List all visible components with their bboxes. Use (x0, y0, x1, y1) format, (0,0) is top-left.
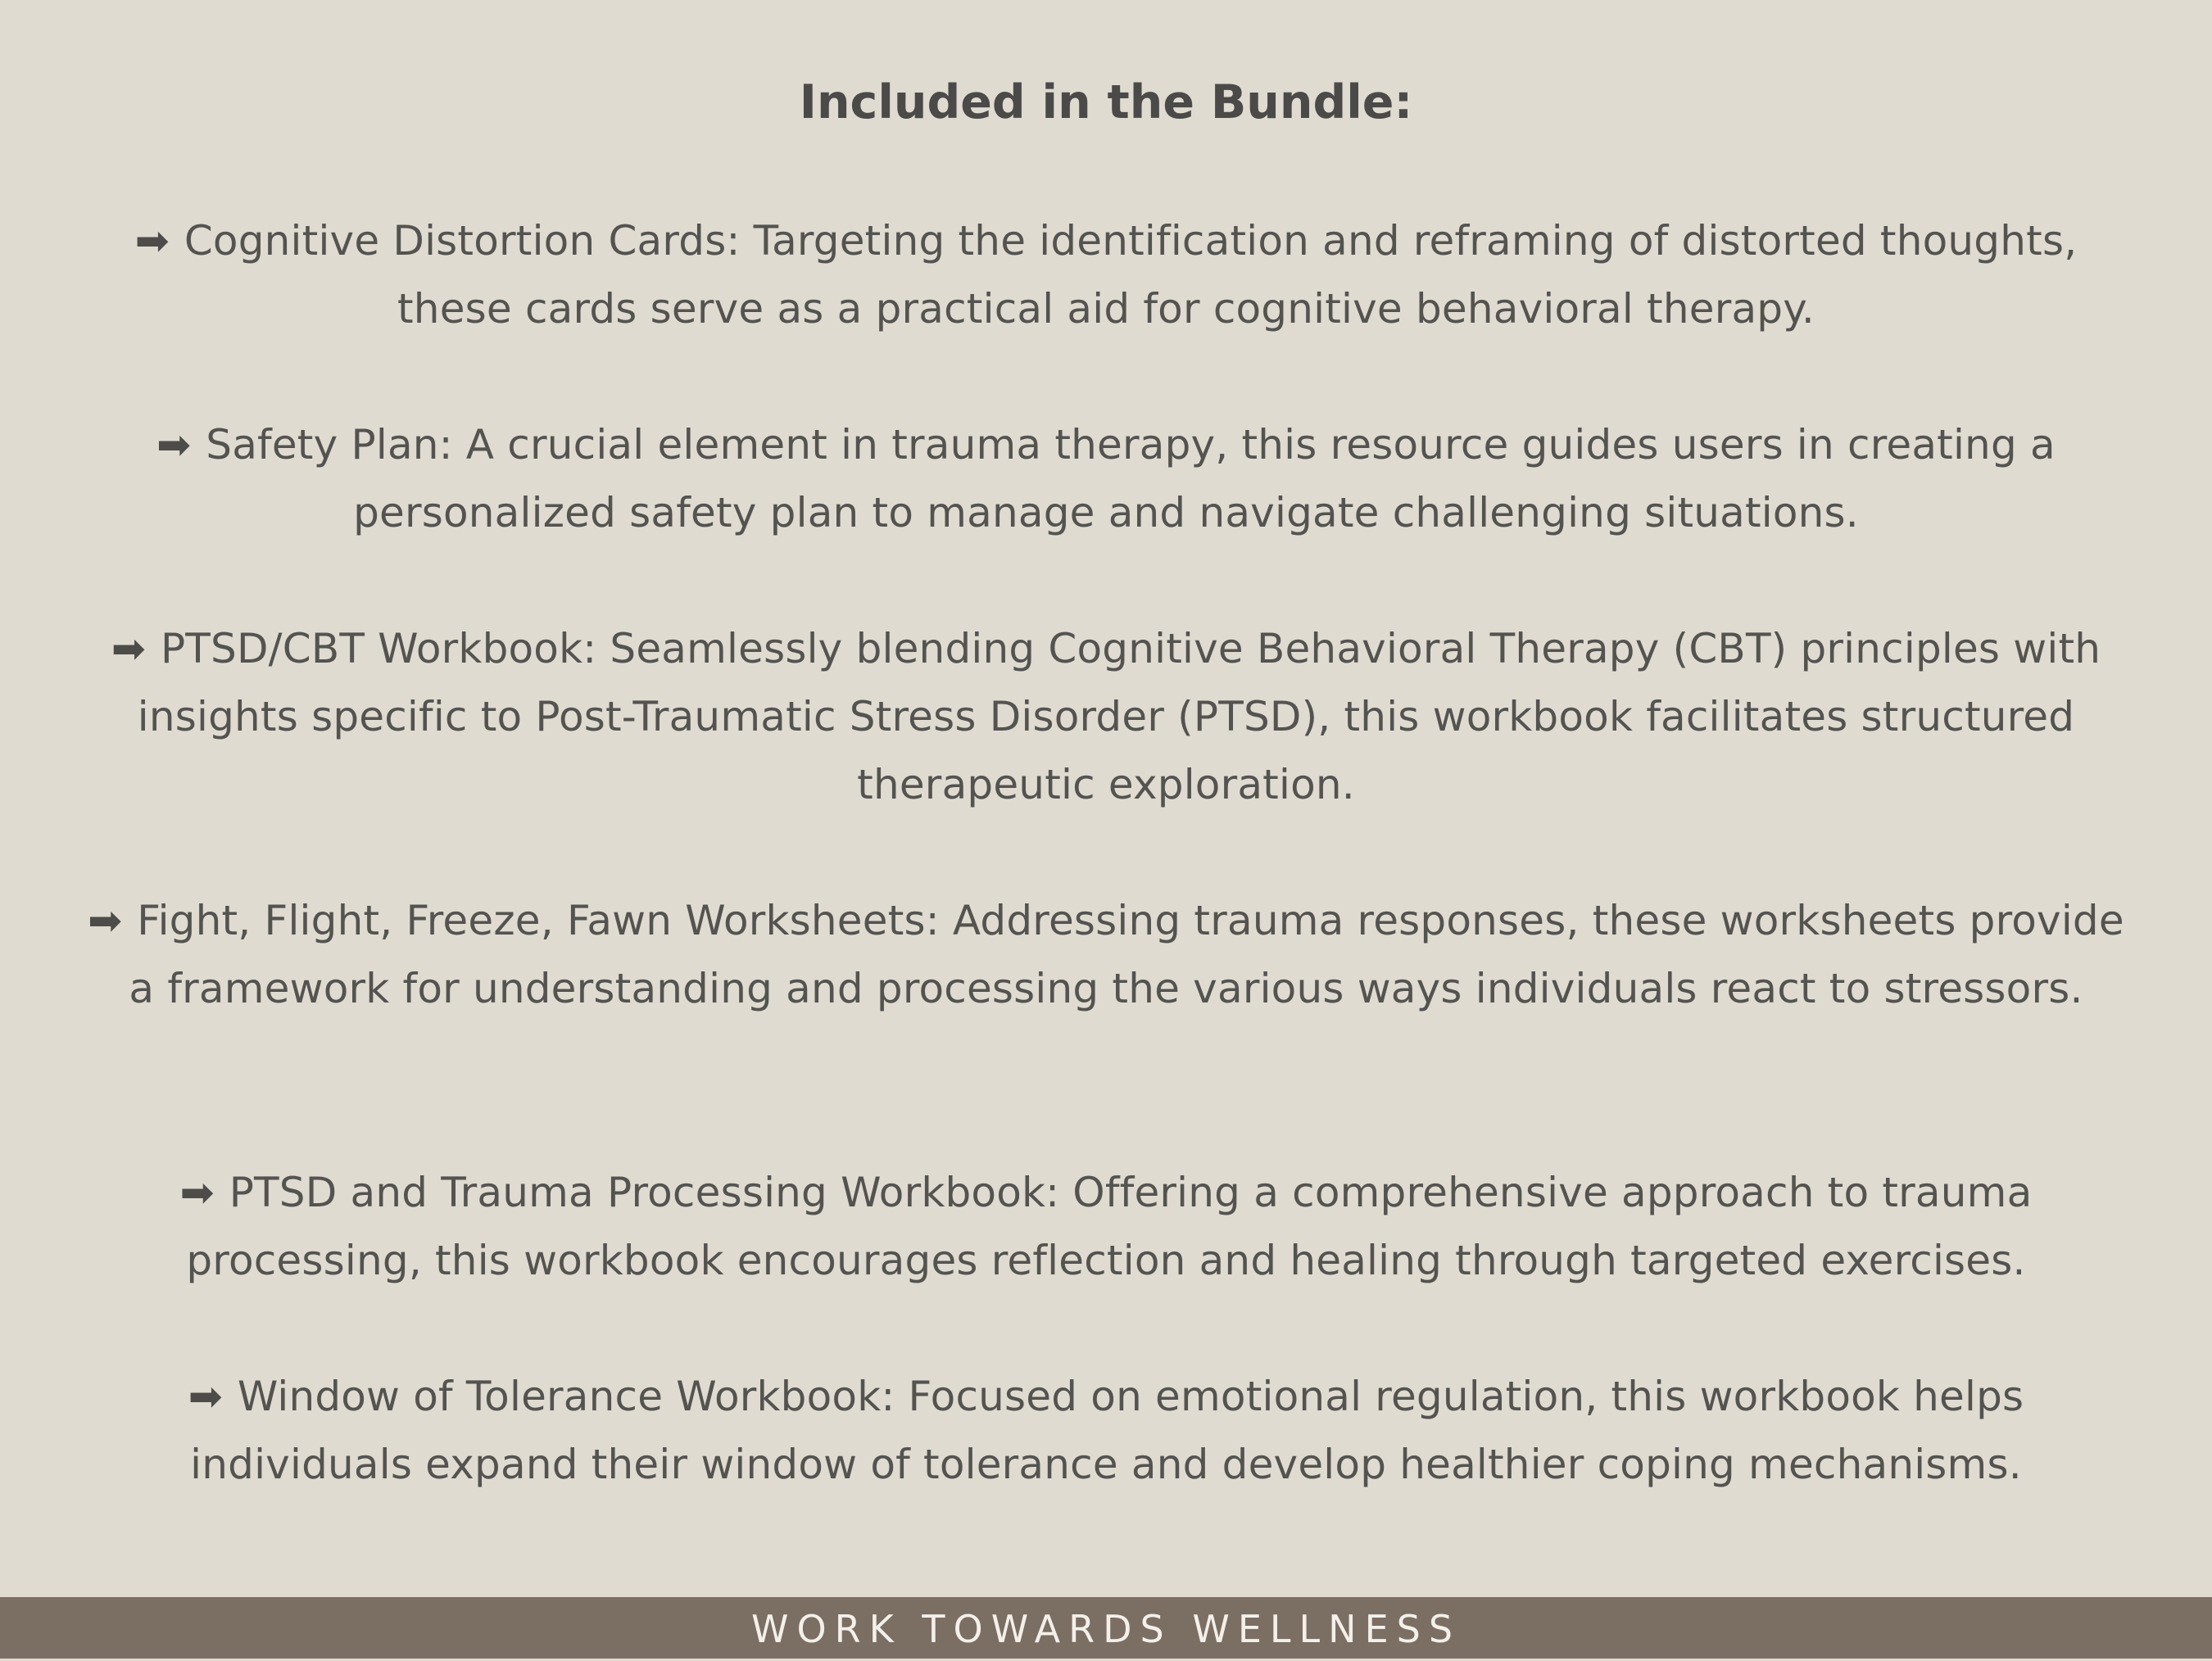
list-item-fight-flight-worksheets (74, 887, 2138, 1023)
list-item-text: PTSD and Trauma Processing Workbook: Offering a comprehensive approach to trauma processing, this workbook encourages reflection and healing through targeted exercises. (186, 1169, 2033, 1284)
page-title: Included in the Bundle: (799, 75, 1413, 129)
list-item-text: Safety Plan: A crucial element in trauma therapy, this resource guides users in creating a personalized safety plan to manage and navigate challenging situations. (206, 421, 2056, 536)
right-arrow-icon: ➡ (156, 421, 192, 468)
list-item-text: Fight, Flight, Freeze, Fawn Worksheets: Addressing trauma responses, these worksheets provide a framework for understanding and processing the various ways individuals react to stressors. (129, 897, 2124, 1012)
right-arrow-icon: ➡ (111, 625, 146, 672)
right-arrow-icon: ➡ (188, 1373, 223, 1420)
list-item-safety-plan (74, 411, 2138, 547)
list-item-ptsd-cbt-workbook (74, 615, 2138, 819)
list-item-trauma-processing-workbook (74, 1159, 2138, 1295)
list-item-text: Window of Tolerance Workbook: Focused on emotional regulation, this workbook helps individuals expand their window of tolerance and develop healthier coping mechanisms. (190, 1373, 2024, 1488)
list-item-cognitive-distortion-cards (74, 207, 2138, 343)
footer-brand-text: WORK TOWARDS WELLNESS (750, 1607, 1462, 1651)
right-arrow-icon: ➡ (179, 1169, 215, 1216)
right-arrow-icon: ➡ (88, 897, 123, 944)
list-item-window-of-tolerance-workbook (74, 1363, 2138, 1499)
footer-band (0, 1597, 2212, 1659)
list-item-text: Cognitive Distortion Cards: Targeting the identification and reframing of distorted thoughts, these cards serve as a practical aid for cognitive behavioral therapy. (184, 217, 2078, 333)
right-arrow-icon: ➡ (134, 217, 170, 265)
list-item-text: PTSD/CBT Workbook: Seamlessly blending Cognitive Behavioral Therapy (CBT) principles with insights specific to Post-Traumatic Stress Disorder (PTSD), this workbook facilitates structured therapeutic exploration. (137, 625, 2101, 808)
